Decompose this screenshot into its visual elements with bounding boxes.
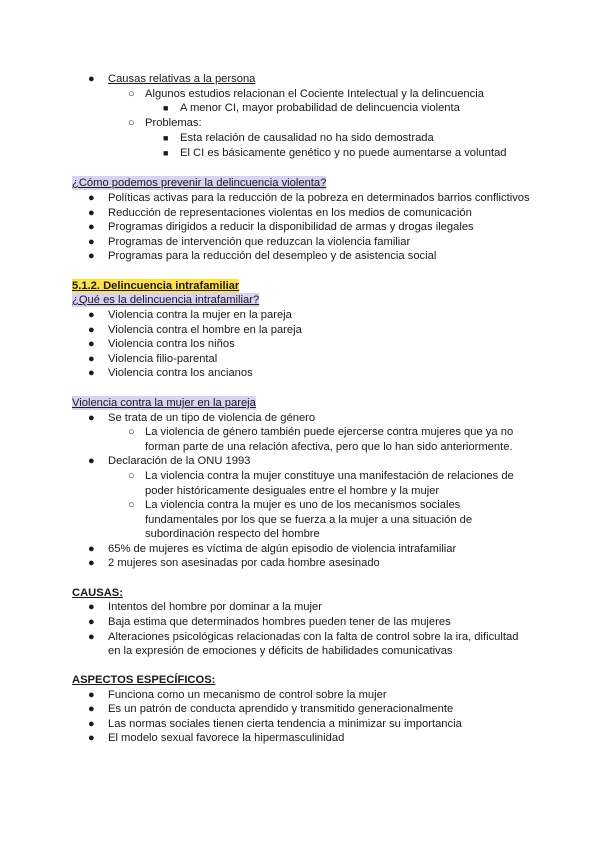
bullet-disc: ● — [88, 309, 95, 321]
bullet-disc: ● — [88, 73, 95, 85]
s5-title: CAUSAS: — [72, 587, 123, 599]
s1-problems: Problemas: — [145, 117, 202, 129]
s5-item-continuation: en la expresión de emociones y déficits de habilidades comunicativas — [108, 645, 453, 657]
s2-item: Programas para la reducción del desempleo y de asistencia social — [108, 250, 437, 262]
bullet-disc: ● — [88, 455, 95, 467]
bullet-disc: ● — [88, 631, 95, 643]
s2-item: Políticas activas para la reducción de la pobreza en determinados barrios conflictivos — [108, 192, 530, 204]
bullet-disc: ● — [88, 207, 95, 219]
s1-problem-item: El CI es básicamente genético y no puede aumentarse a voluntad — [180, 147, 507, 159]
s6-item: Es un patrón de conducta aprendido y transmitido generacionalmente — [108, 703, 454, 715]
bullet-disc: ● — [88, 703, 95, 715]
bullet-square: ■ — [163, 148, 169, 158]
bullet-circle: ○ — [128, 499, 135, 511]
bullet-disc: ● — [88, 557, 95, 569]
s4-onu-sub: subordinación respecto del hombre — [145, 528, 320, 540]
bullet-disc: ● — [88, 353, 95, 365]
s4-gender: Se trata de un tipo de violencia de género — [108, 412, 316, 424]
bullet-circle: ○ — [128, 117, 135, 129]
bullet-disc: ● — [88, 412, 95, 424]
bullet-disc: ● — [88, 616, 95, 628]
s1-studies-sub: A menor CI, mayor probabilidad de delincuencia violenta — [180, 102, 460, 114]
bullet-disc: ● — [88, 236, 95, 248]
s5-item: Alteraciones psicológicas relacionadas con la falta de control sobre la ira, dificultad — [108, 631, 519, 643]
bullet-disc: ● — [88, 543, 95, 555]
s3-question: ¿Qué es la delincuencia intrafamiliar? — [72, 294, 260, 306]
bullet-disc: ● — [88, 338, 95, 350]
bullet-disc: ● — [88, 250, 95, 262]
s3-item: Violencia filio-parental — [108, 353, 218, 365]
bullet-circle: ○ — [128, 88, 135, 100]
s4-gender-sub: La violencia de género también puede ejercerse contra mujeres que ya no — [145, 426, 514, 438]
s5-item: Baja estima que determinados hombres pueden tener de las mujeres — [108, 616, 451, 628]
bullet-disc: ● — [88, 192, 95, 204]
s2-question: ¿Cómo podemos prevenir la delincuencia violenta? — [72, 177, 327, 189]
s6-item: El modelo sexual favorece la hipermasculinidad — [108, 732, 345, 744]
bullet-circle: ○ — [128, 426, 135, 438]
s2-item: Programas de intervención que reduzcan la violencia familiar — [108, 236, 411, 248]
s1-problem-item: Esta relación de causalidad no ha sido demostrada — [180, 132, 434, 144]
bullet-disc: ● — [88, 367, 95, 379]
s1-studies: Algunos estudios relacionan el Cociente Intelectual y la delincuencia — [145, 88, 484, 100]
s4-onu-sub: La violencia contra la mujer constituye una manifestación de relaciones de — [145, 470, 514, 482]
s2-item: Programas dirigidos a reducir la disponibilidad de armas y drogas ilegales — [108, 221, 474, 233]
bullet-disc: ● — [88, 689, 95, 701]
bullet-disc: ● — [88, 732, 95, 744]
s6-item: Funciona como un mecanismo de control sobre la mujer — [108, 689, 387, 701]
s4-onu-sub: La violencia contra la mujer es uno de los mecanismos sociales — [145, 499, 461, 511]
s3-item: Violencia contra el hombre en la pareja — [108, 324, 302, 336]
bullet-disc: ● — [88, 324, 95, 336]
s4-gender-sub: forman parte de una relación afectiva, pero que lo han sido anteriormente. — [145, 441, 513, 453]
s6-item: Las normas sociales tienen cierta tendencia a minimizar su importancia — [108, 718, 462, 730]
s5-item: Intentos del hombre por dominar a la mujer — [108, 601, 322, 613]
bullet-circle: ○ — [128, 470, 135, 482]
s4-onu: Declaración de la ONU 1993 — [108, 455, 251, 467]
bullet-disc: ● — [88, 221, 95, 233]
s3-heading: 5.1.2. Delincuencia intrafamiliar — [72, 280, 240, 292]
s6-title: ASPECTOS ESPECÍFICOS: — [72, 674, 216, 686]
s4-onu-sub: fundamentales por los que se fuerza a la mujer a una situación de — [145, 514, 473, 526]
s4-onu-sub: poder históricamente desiguales entre el hombre y la mujer — [145, 485, 440, 497]
s4-stat: 65% de mujeres es víctima de algún episodio de violencia intrafamiliar — [108, 543, 457, 555]
s2-item: Reducción de representaciones violentas en los medios de comunicación — [108, 207, 472, 219]
s4-stat: 2 mujeres son asesinadas por cada hombre asesinado — [108, 557, 380, 569]
s3-item: Violencia contra los ancianos — [108, 367, 253, 379]
s3-item: Violencia contra la mujer en la pareja — [108, 309, 292, 321]
s3-item: Violencia contra los niños — [108, 338, 235, 350]
s1-title: Causas relativas a la persona — [108, 73, 256, 85]
s4-title: Violencia contra la mujer en la pareja — [72, 397, 256, 409]
bullet-disc: ● — [88, 718, 95, 730]
bullet-disc: ● — [88, 601, 95, 613]
bullet-square: ■ — [163, 133, 169, 143]
bullet-square: ■ — [163, 103, 169, 113]
